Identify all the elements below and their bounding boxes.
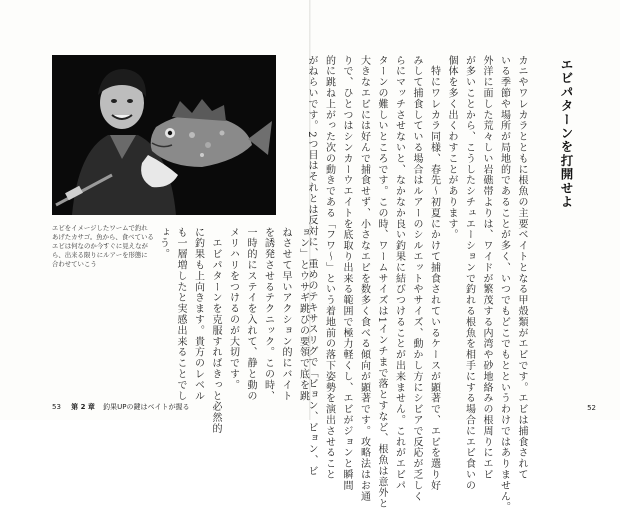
caption-line: エビは何なのか今すぐに見えなが <box>52 242 148 250</box>
body-line: カニやワレカラとともに根魚の主要ベイトとなる甲殻類がエビです。エビは捕食されて <box>516 55 527 481</box>
body-line: に釣果も上向きます。貴方のレベル <box>192 227 204 402</box>
body-line: いる季節や場所が局地的であることが多く、いつでもどこでもとというわけではありません。 <box>498 55 510 513</box>
body-line: ターンの難しいところです。この時、ワームサイズは1インチまで落とすなど、根魚は意外と <box>376 55 387 510</box>
page-number-left: 53 <box>52 403 61 411</box>
body-line: がねらいです。2つ目はそれとは反対に、重めのテキサスリグで「ビョン、ビョン、ビ <box>306 55 317 477</box>
body-line: 大きなエビには好んで捕食せず、小さなエビを数多く食べる傾向が顕著です。攻略法はお通 <box>358 55 370 502</box>
body-line: らにマッチさせないと、なかなか良い釣果に結びつけることが出来ません。これがエビパ <box>393 55 405 491</box>
body-line: みして捕食している場合はルアーのシルエットやサイズ、動かし方にシビアで反応が乏しく <box>411 55 422 502</box>
angler-photo <box>52 55 276 215</box>
page-number-right: 52 <box>587 404 596 412</box>
running-title: 釣果UPの鍵はベイトが握る <box>103 403 190 411</box>
caption-line: 合わせていこう <box>52 260 97 268</box>
left-folio <box>52 402 190 412</box>
caption-line: ら、出来る限りにルアーを形態に <box>52 251 148 259</box>
angler-photo-illustration <box>52 55 276 215</box>
body-line: メリハリをつけるのが大切です。 <box>227 227 239 391</box>
body-line: ょう。 <box>157 227 169 260</box>
body-line: りで、ひとつはシンカーウエイトを底取り出来る範囲で極力軽くし、エビがジョンと瞬間 <box>341 55 352 491</box>
caption-line: エビをイメージしたワームで釣れ <box>52 224 148 232</box>
body-line: 特にワレカラ同様、春先〜初夏にかけて捕食されているケースが顕著で、エビを選り好 <box>428 55 440 491</box>
body-line: ョン」とウサギ跳びの要領で底を跳 <box>297 227 309 402</box>
body-line: 的に跳ね上がった次の動きである「フワ〜」という着地前の落下姿勢を演出させること <box>323 55 335 481</box>
body-line: 個体を多く出くわすことがあります。 <box>446 55 457 241</box>
section-heading: エビパターンを打開せよ <box>559 58 574 209</box>
chapter-label: 第 2 章 <box>71 403 95 411</box>
body-line: 一時的にステイを入れて、静と動の <box>245 227 256 402</box>
body-line: ねさせて早いアクション的にバイト <box>280 227 291 402</box>
body-line: が多いことから、こうしたシチュエーションで釣れる根魚を相手にする場合にエビ食いの <box>463 55 475 491</box>
body-line: エビパターンを克服すればきっと必然的 <box>210 227 221 435</box>
body-line: 外洋に面した荒々しい岩礁帯よりは、ワイドが繁茂する内湾や砂地絡みの根周りにエビ <box>481 55 492 481</box>
body-line: も一層増したと実感出来ることでし <box>175 227 186 402</box>
body-line: を誘発させるテクニック。この時、 <box>262 227 274 402</box>
caption-line: あげたカサゴ。魚から、食べている <box>52 233 154 241</box>
left-page-body <box>154 227 312 435</box>
